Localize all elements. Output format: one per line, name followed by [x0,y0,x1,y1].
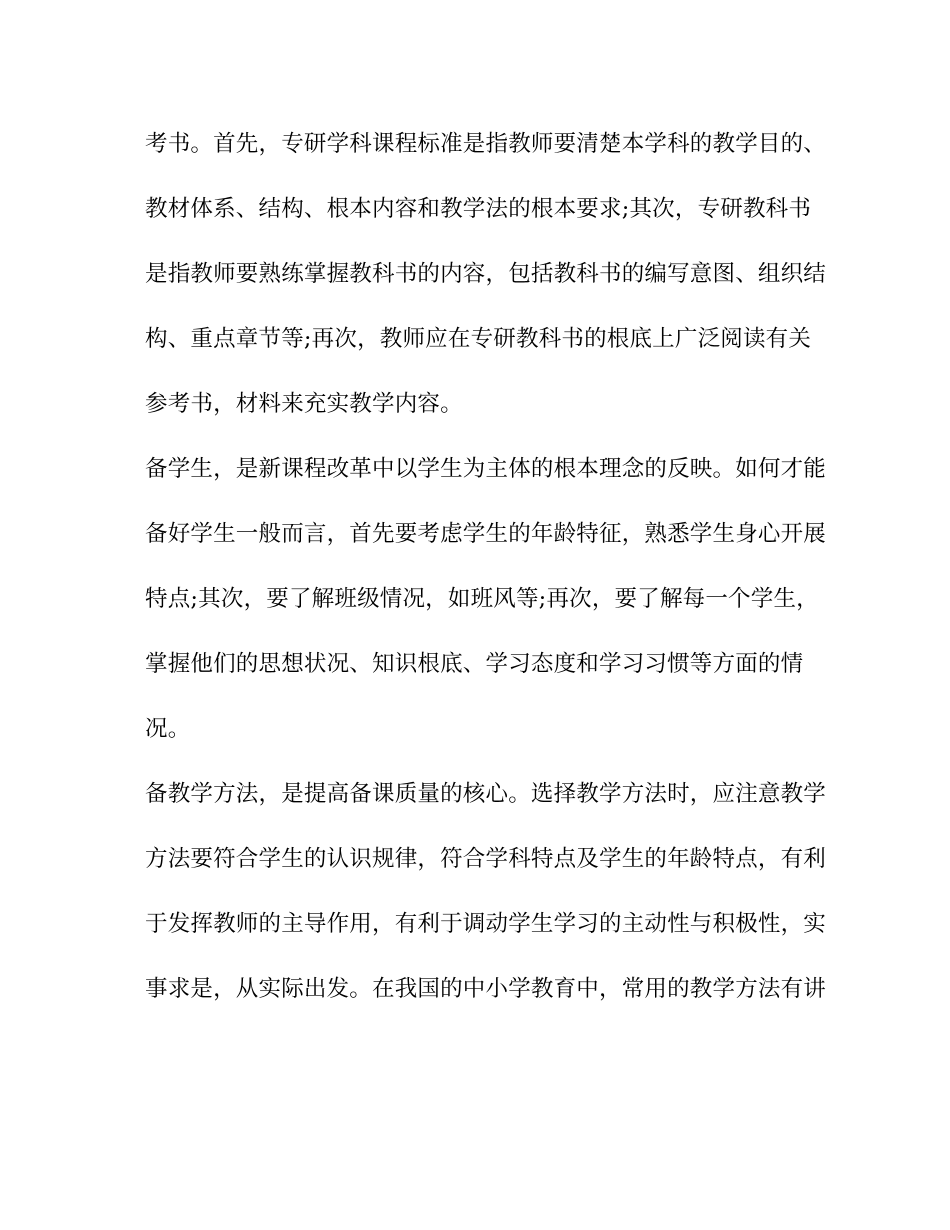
text-line: 备好学生一般而言，首先要考虑学生的年龄特征，熟悉学生身心开展 [145,521,827,547]
text-line: 备教学方法，是提高备课质量的核心。选择教学方法时，应注意教学 [145,781,827,807]
text-line: 况。 [145,716,191,742]
text-line: 构、重点章节等;再次，教师应在专研教科书的根底上广泛阅读有关 [145,326,812,352]
text-line: 备学生，是新课程改革中以学生为主体的根本理念的反映。如何才能 [145,456,827,482]
text-line: 是指教师要熟练掌握教科书的内容，包括教科书的编写意图、组织结 [145,261,827,287]
text-line: 事求是，从实际出发。在我国的中小学教育中，常用的教学方法有讲 [145,976,827,1002]
text-line: 于发挥教师的主导作用，有利于调动学生学习的主动性与积极性，实 [145,911,827,937]
text-line: 考书。首先，专研学科课程标准是指教师要清楚本学科的教学目的、 [145,131,827,157]
text-line: 参考书，材料来充实教学内容。 [145,391,463,417]
text-line: 教材体系、结构、根本内容和教学法的根本要求;其次，专研教科书 [145,196,812,222]
text-line: 方法要符合学生的认识规律，符合学科特点及学生的年龄特点，有利 [145,846,827,872]
text-line: 特点;其次，要了解班级情况，如班风等;再次，要了解每一个学生， [145,586,819,612]
text-line: 掌握他们的思想状况、知识根底、学习态度和学习习惯等方面的情 [145,651,804,677]
body-text [145,112,825,1022]
